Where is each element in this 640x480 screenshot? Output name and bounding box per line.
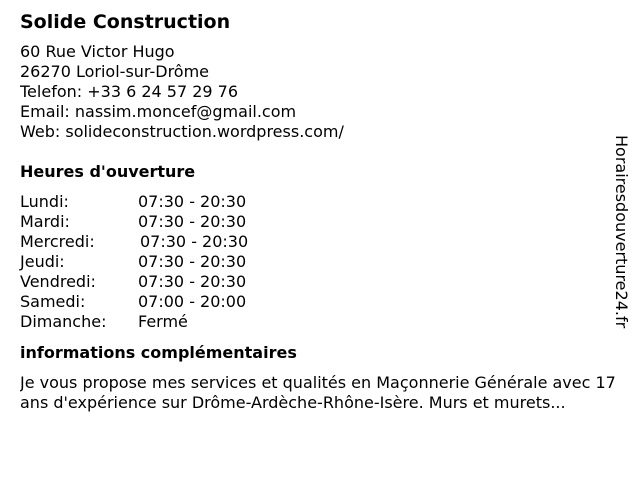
- opening-hours-heading: Heures d'ouverture: [20, 162, 196, 181]
- hours-day: Lundi:: [20, 192, 69, 211]
- phone-number: Telefon: +33 6 24 57 29 76: [20, 82, 239, 101]
- hours-time: 07:30 - 20:30: [138, 252, 247, 271]
- hours-time: 07:00 - 20:00: [138, 292, 247, 311]
- hours-time: 07:30 - 20:30: [138, 192, 247, 211]
- hours-time: Fermé: [138, 312, 188, 331]
- hours-day: Jeudi:: [20, 252, 65, 271]
- hours-day: Mercredi:: [20, 232, 95, 251]
- hours-row: [20, 192, 620, 212]
- hours-time: 07:30 - 20:30: [138, 212, 247, 231]
- hours-day: Vendredi:: [20, 272, 96, 291]
- hours-row: [20, 272, 620, 292]
- hours-time: 07:30 - 20:30: [140, 232, 249, 251]
- hours-row: [20, 232, 620, 252]
- hours-row: [20, 252, 620, 272]
- hours-row: [20, 292, 620, 312]
- email-address: Email: nassim.moncef@gmail.com: [20, 102, 297, 121]
- additional-info-heading: informations complémentaires: [20, 343, 297, 362]
- additional-info-text: Je vous propose mes services et qualités en Maçonnerie Générale avec 17 ans d'expérience sur Drôme-Ardèche-Rhône-Isère. Murs et murets...: [20, 373, 616, 412]
- hours-day: Mardi:: [20, 212, 70, 231]
- hours-row: [20, 312, 620, 332]
- website-url: Web: solideconstruction.wordpress.com/: [20, 122, 344, 141]
- opening-hours-table: [20, 192, 620, 332]
- hours-time: 07:30 - 20:30: [138, 272, 247, 291]
- address-street: 60 Rue Victor Hugo: [20, 42, 175, 61]
- business-card: [20, 10, 620, 413]
- site-watermark: Horairesdouverture24.fr: [612, 135, 631, 329]
- business-name: Solide Construction: [20, 11, 231, 33]
- hours-day: Dimanche:: [20, 312, 107, 331]
- address-city: 26270 Loriol-sur-Drôme: [20, 62, 210, 81]
- hours-day: Samedi:: [20, 292, 86, 311]
- hours-row: [20, 212, 620, 232]
